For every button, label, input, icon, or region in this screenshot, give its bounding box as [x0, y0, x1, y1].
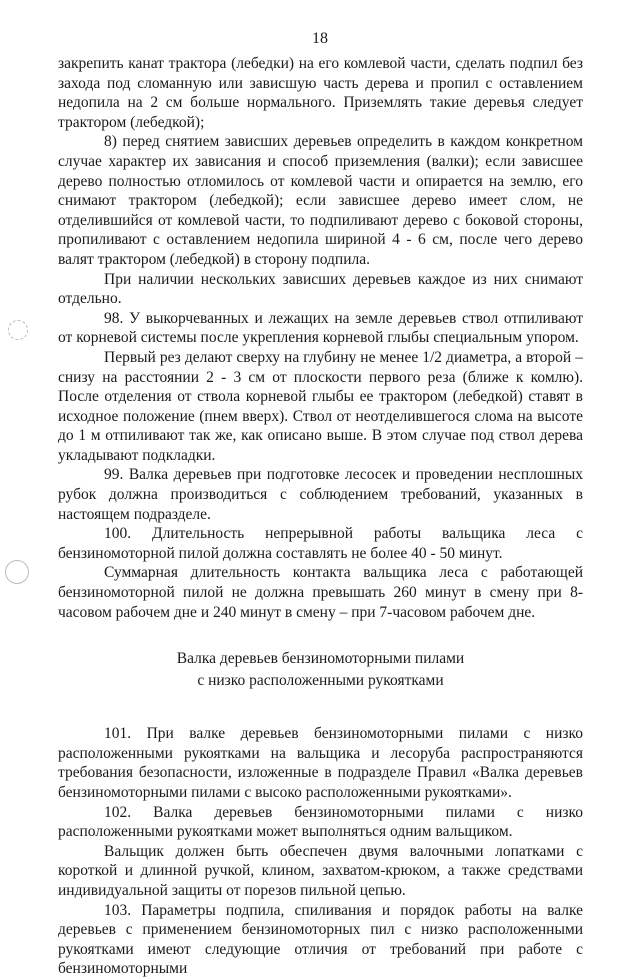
section-heading: [58, 648, 583, 692]
paragraph: 98. У выкорчеванных и лежащих на земле деревьев ствол отпиливают от корневой системы после укрепления корневой глыбы специальным упором.: [58, 309, 583, 347]
paragraph: Суммарная длительность контакта вальщика леса с работающей бензиномоторной пилой не должна превышать 260 минут в смену при 8-часовом рабочем дне и 240 минут в смену – при 7-часовом рабочем дне.: [58, 564, 583, 621]
section-heading-line-1: Валка деревьев бензиномоторными пилами: [176, 650, 465, 668]
page-number: 18: [312, 30, 328, 47]
paragraph: закрепить канат трактора (лебедки) на его комлевой части, сделать подпил без захода под сломанную или зависшую часть дерева и пропил с оставлением недопила на 2 см больше нормального. Приземлять такие деревья следует трактором (лебедкой);: [58, 55, 583, 131]
paragraph: При наличии нескольких зависших деревьев каждое из них снимают отдельно.: [58, 270, 583, 308]
paragraph: 99. Валка деревьев при подготовке лесосек и проведении несплошных рубок должна производиться с соблюдением требований, указанных в настоящем подразделе.: [58, 466, 583, 523]
paragraph: 8) перед снятием зависших деревьев определить в каждом конкретном случае характер их зависания и способ приземления (валки); если зависшее дерево полностью отломилось от комлевой части и опирается на землю, его снимают трактором (лебедкой); если зависшее дерево имеет слом, не отделившийся от комлевой части, то подпиливают дерево с боковой стороны, пропиливают с оставлением недопила шириной 4 - 6 см, после чего дерево валят трактором (лебедкой) в сторону подпила.: [58, 133, 583, 268]
document-body: [58, 54, 583, 979]
paragraph: 101. При валке деревьев бензиномоторными пилами с низко расположенными рукоятками на вальщика и лесоруба распространяются требования безопасности, изложенные в подразделе Правил «Валка деревьев бензиномоторными пилами с высоко расположенными рукоятками».: [58, 725, 583, 801]
margin-punch-mark: [8, 320, 28, 340]
paragraph: 103. Параметры подпила, спиливания и порядок работы на валке деревьев с применением бензиномоторных пил с низко расположенными рукоятками имеют следующие отличия от требований при работе с бензиномоторными: [58, 901, 583, 978]
paragraph: 100. Длительность непрерывной работы вальщика леса с бензиномоторной пилой должна составлять не более 40 - 50 минут.: [58, 525, 583, 562]
paragraph: Вальщик должен быть обеспечен двумя валочными лопатками с короткой и длинной ручкой, клином, захватом-крюком, а также средствами индивидуальной защиты от порезов пильной цепью.: [58, 842, 583, 899]
paragraph: 102. Валка деревьев бензиномоторными пилами с низко расположенными рукоятками может выполняться одним вальщиком.: [58, 803, 583, 841]
paragraph: Первый рез делают сверху на глубину не менее 1/2 диаметра, а второй – снизу на расстоянии 2 - 3 см от плоскости первого реза (ближе к комлю). После отделения от ствола корневой глыбы ее трактором (лебедкой) ставят в исходное положение (пнем вверх). Ствол от неотделившегося слома на высоте до 1 м отпиливают так же, как описано выше. В этом случае под ствол дерева укладывают подкладки.: [58, 348, 583, 464]
section-heading-line-2: с низко расположенными рукоятками: [197, 672, 444, 690]
margin-punch-mark: [5, 560, 29, 584]
